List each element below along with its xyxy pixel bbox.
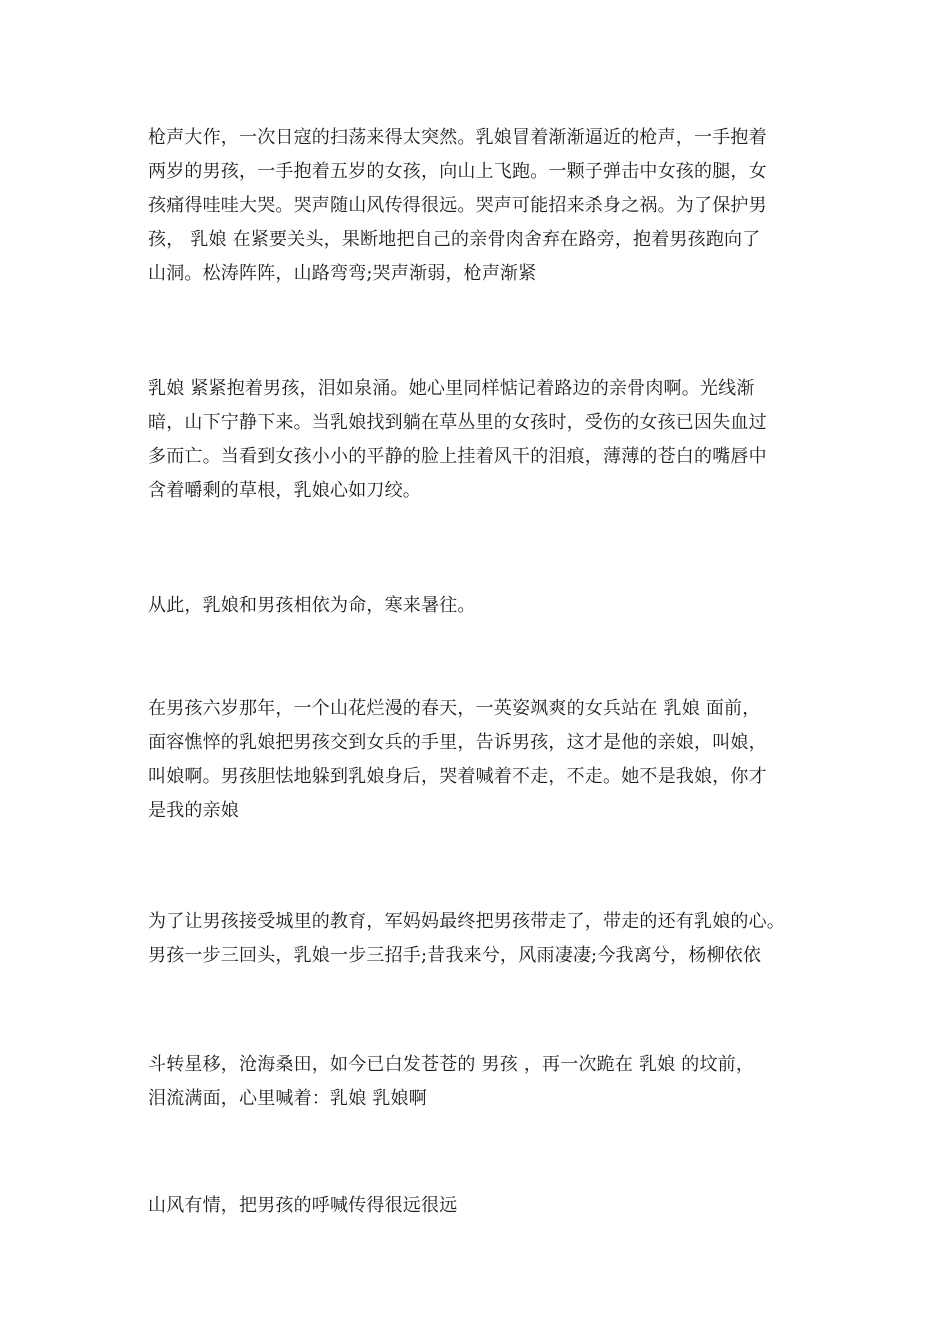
paragraph-6 <box>148 1048 828 1116</box>
paragraph-line: 孩， 乳娘 在紧要关头，果断地把自己的亲骨肉舍弃在路旁，抱着男孩跑向了 <box>148 229 761 250</box>
paragraph-5 <box>148 905 828 973</box>
paragraph-line: 多而亡。当看到女孩小小的平静的脸上挂着风干的泪痕，薄薄的苍白的嘴唇中 <box>148 446 767 467</box>
paragraph-line: 面容憔悴的乳娘把男孩交到女兵的手里，告诉男孩，这才是他的亲娘，叫娘， <box>148 732 767 753</box>
paragraph-line: 为了让男孩接受城里的教育，军妈妈最终把男孩带走了，带走的还有乳娘的心。 <box>148 911 785 932</box>
paragraph-line: 从此，乳娘和男孩相依为命，寒来暑往。 <box>148 595 476 616</box>
paragraph-line: 是我的亲娘 <box>148 800 239 821</box>
paragraph-line: 山风有情，把男孩的呼喊传得很远很远 <box>148 1195 458 1216</box>
paragraph-line: 山洞。松涛阵阵，山路弯弯;哭声渐弱，枪声渐紧 <box>148 263 537 284</box>
paragraph-line: 两岁的男孩，一手抱着五岁的女孩，向山上飞跑。一颗子弹击中女孩的腿，女 <box>148 161 767 182</box>
paragraph-4 <box>148 692 828 828</box>
paragraph-line: 在男孩六岁那年，一个山花烂漫的春天，一英姿飒爽的女兵站在 乳娘 面前， <box>148 698 761 719</box>
paragraph-2 <box>148 372 828 508</box>
paragraph-3 <box>148 589 828 623</box>
paragraph-1 <box>148 121 828 291</box>
paragraph-line: 斗转星移，沧海桑田，如今已白发苍苍的 男孩 ，再一次跪在 乳娘 的坟前， <box>148 1054 755 1075</box>
paragraph-line: 叫娘啊。男孩胆怯地躲到乳娘身后，哭着喊着不走，不走。她不是我娘，你才 <box>148 766 767 787</box>
paragraph-line: 暗，山下宁静下来。当乳娘找到躺在草丛里的女孩时，受伤的女孩已因失血过 <box>148 412 767 433</box>
paragraph-line: 男孩一步三回头，乳娘一步三招手;昔我来兮，风雨凄凄;今我离兮，杨柳依依 <box>148 945 762 966</box>
paragraph-line: 孩痛得哇哇大哭。哭声随山风传得很远。哭声可能招来杀身之祸。为了保护男 <box>148 195 767 216</box>
paragraph-line: 乳娘 紧紧抱着男孩，泪如泉涌。她心里同样惦记着路边的亲骨肉啊。光线渐 <box>148 378 755 399</box>
paragraph-line: 泪流满面，心里喊着：乳娘 乳娘啊 <box>148 1088 427 1109</box>
paragraph-line: 枪声大作，一次日寇的扫荡来得太突然。乳娘冒着渐渐逼近的枪声，一手抱着 <box>148 127 767 148</box>
paragraph-7 <box>148 1189 828 1223</box>
paragraph-line: 含着嚼剩的草根，乳娘心如刀绞。 <box>148 480 421 501</box>
